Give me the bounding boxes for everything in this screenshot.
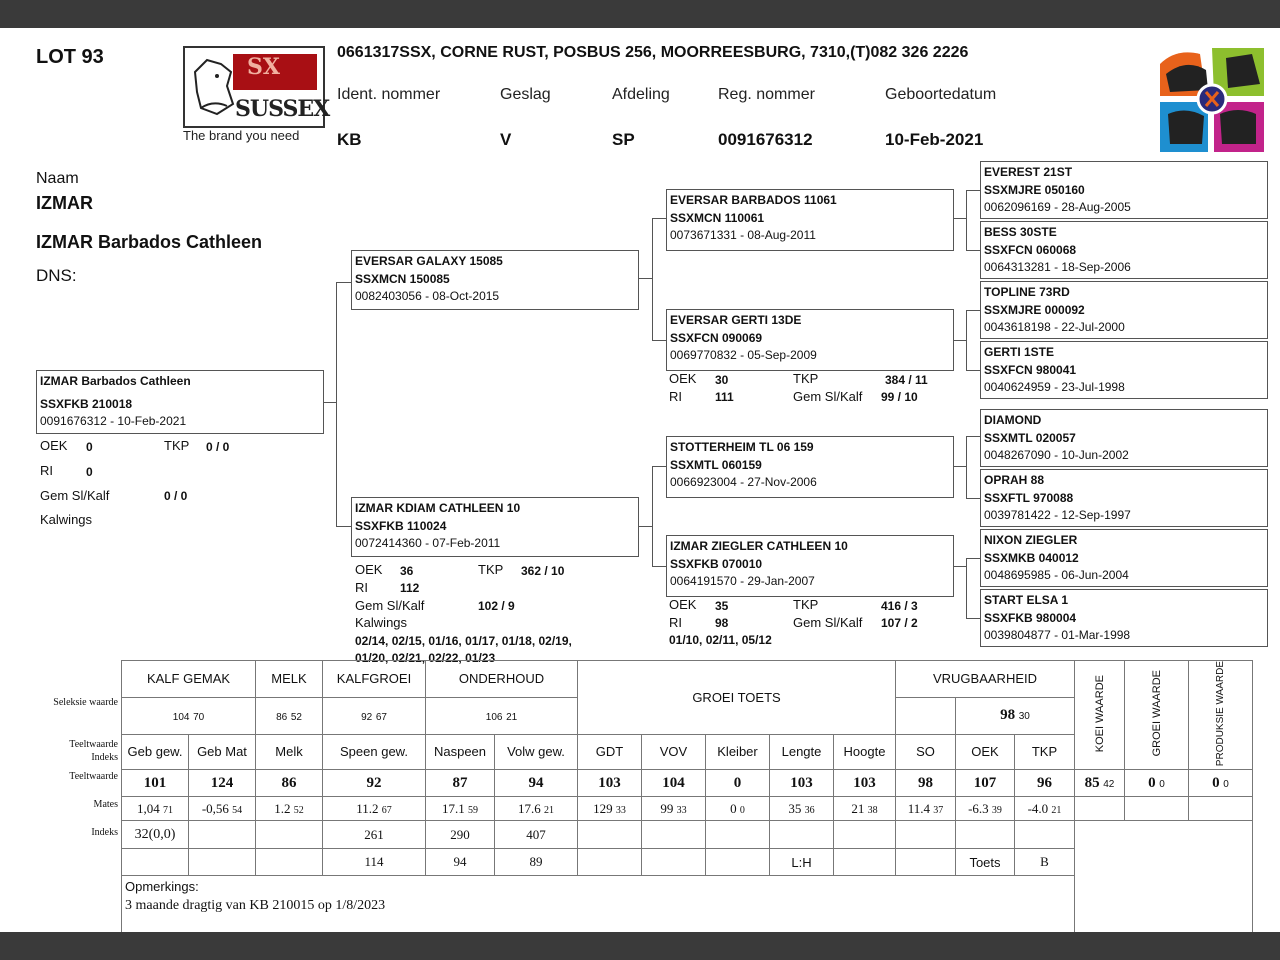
dd-tkp-label: TKP — [793, 597, 819, 612]
subject-ri: 0 — [86, 465, 93, 479]
dd-oek: 35 — [715, 599, 729, 613]
col-header: Volw gew. — [495, 734, 578, 770]
dam-ri-label: RI — [355, 580, 368, 595]
tw-acc: 39 — [991, 804, 1002, 816]
tw-value: 21 — [851, 800, 865, 816]
dam-tkp-label: TKP — [478, 562, 504, 577]
tw-acc: 33 — [676, 804, 687, 816]
pedigree-gg-5 — [980, 409, 1268, 467]
tw-cell — [770, 797, 834, 821]
mates-cell: 261 — [323, 821, 426, 849]
dam-kalwings-1: 02/14, 02/15, 01/16, 01/17, 01/18, 02/19, — [355, 634, 572, 648]
waarde-acc: 0 — [1159, 778, 1165, 790]
sd-code: SSXFCN 090069 — [670, 331, 763, 345]
tw-acc: 21 — [544, 804, 554, 816]
col-header: Geb Mat — [189, 734, 256, 770]
tw-value: 129 — [593, 800, 613, 816]
sire-name: EVERSAR GALAXY 15085 — [355, 254, 503, 268]
mates-cell — [256, 821, 323, 849]
tw-cell — [956, 797, 1015, 821]
waarde-acc: 42 — [1103, 778, 1115, 790]
dd-gem: 107 / 2 — [881, 616, 918, 630]
tw-index-cell: 107 — [956, 770, 1015, 797]
dd-reg: 0064191570 - 29-Jan-2007 — [670, 574, 815, 588]
sd-oek: 30 — [715, 373, 729, 387]
gg-name: DIAMOND — [984, 413, 1042, 427]
gg-reg: 0048267090 - 10-Jun-2002 — [984, 448, 1129, 462]
dam-name: IZMAR KDIAM CATHLEEN 10 — [355, 501, 521, 515]
sel-value: 106 — [485, 712, 503, 724]
tw-acc: 21 — [1051, 804, 1062, 816]
sel-value: 86 — [276, 712, 288, 724]
opmerkings-label: Opmerkings: — [125, 879, 199, 895]
dam-kalwings-2: 01/20, 02/21, 02/22, 01/23 — [355, 651, 496, 665]
sel-acc: 67 — [375, 712, 387, 724]
tw-index-cell: 98 — [896, 770, 956, 797]
viewer-top-bar — [0, 0, 1280, 28]
indeks-cell — [834, 849, 896, 876]
mates-label: Mates — [93, 799, 118, 810]
naam-label: Naam — [36, 170, 79, 187]
tw-cell — [896, 797, 956, 821]
tw-value: 11.4 — [907, 800, 931, 816]
gg-name: OPRAH 88 — [984, 473, 1045, 487]
pedigree-sire-dam — [666, 309, 954, 371]
sd-gem: 99 / 10 — [881, 390, 918, 404]
dam-tkp: 362 / 10 — [521, 564, 565, 578]
indeks-cell — [578, 849, 642, 876]
reg-value: 0091676312 — [718, 130, 813, 149]
birthdate-label: Geboortedatum — [885, 86, 997, 103]
tw-acc: 37 — [933, 804, 944, 816]
dam-gem: 102 / 9 — [478, 599, 515, 613]
mates-cell: 290 — [426, 821, 495, 849]
seleksie-label: Seleksie waarde — [53, 697, 118, 708]
col-header: Naspeen — [426, 734, 495, 770]
tw-value: -4.0 — [1027, 800, 1049, 816]
dam-gem-label: Gem Sl/Kalf — [355, 598, 425, 613]
waarde-value: 0 — [1148, 774, 1156, 791]
gg-name: GERTI 1STE — [984, 345, 1055, 359]
dd-name: IZMAR ZIEGLER CATHLEEN 10 — [670, 539, 848, 553]
tw-value: 17.6 — [518, 800, 541, 816]
animal-name: IZMAR — [36, 193, 93, 213]
seleksie-kalf — [122, 697, 256, 734]
sd-ri: 111 — [715, 390, 734, 404]
tw-cell — [189, 797, 256, 821]
geslag-label: Geslag — [500, 86, 551, 103]
subject-gem: 0 / 0 — [164, 489, 188, 503]
ds-reg: 0066923004 - 27-Nov-2006 — [670, 475, 817, 489]
sire-reg: 0082403056 - 08-Oct-2015 — [355, 289, 500, 303]
col-header: VOV — [642, 734, 706, 770]
dam-reg: 0072414360 - 07-Feb-2011 — [355, 536, 501, 550]
pedigree-dam — [351, 497, 639, 557]
indeks-cell — [642, 849, 706, 876]
logo-word: SUSSEX — [235, 96, 330, 122]
tw-value: 99 — [660, 800, 674, 816]
waarde-value: 85 — [1084, 774, 1100, 791]
subject-tkp: 0 / 0 — [206, 440, 230, 454]
koei-waarde-header — [1075, 661, 1125, 770]
tw-acc: 54 — [232, 804, 243, 816]
indeks-cell: 114 — [323, 849, 426, 876]
subject-reg: 0091676312 - 10-Feb-2021 — [40, 414, 187, 428]
tw-index-cell: 96 — [1015, 770, 1075, 797]
gg-name: START ELSA 1 — [984, 593, 1069, 607]
pedigree-dam-sire — [666, 436, 954, 498]
logo-sx: SX — [247, 54, 280, 80]
tw-acc: 36 — [804, 804, 815, 816]
mates-cell: 407 — [495, 821, 578, 849]
tw-index-cell: 103 — [578, 770, 642, 797]
tw-cell — [426, 797, 495, 821]
group-kalf-gemak: KALF GEMAK — [122, 661, 256, 698]
gg-code: SSXMKB 040012 — [984, 551, 1079, 565]
produksie-waarde-text: PRODUKSIE WAARDE — [1214, 661, 1226, 767]
sel-acc: 30 — [1018, 711, 1030, 723]
tw-index-cell: 104 — [642, 770, 706, 797]
tw-value: -0,56 — [201, 800, 229, 816]
mates-cell: 32(0,0) — [122, 821, 189, 849]
indeks-cell: 94 — [426, 849, 495, 876]
col-header: SO — [896, 734, 956, 770]
gg-code: SSXMJRE 000092 — [984, 303, 1085, 317]
pedigree-gg-6 — [980, 469, 1268, 527]
dam-ri: 112 — [400, 581, 420, 595]
sire-code: SSXMCN 150085 — [355, 272, 450, 286]
col-header: Lengte — [770, 734, 834, 770]
empty-cell — [1189, 797, 1253, 821]
dns-label: DNS: — [36, 266, 77, 285]
tw-index-cell: 0 — [706, 770, 770, 797]
indeks-cell: L:H — [770, 849, 834, 876]
subject-tkp-label: TKP — [164, 438, 190, 453]
subject-oek: 0 — [86, 440, 93, 454]
gg-reg: 0040624959 - 23-Jul-1998 — [984, 380, 1125, 394]
pedigree-dam-dam — [666, 535, 954, 597]
breeder-address: 0661317SSX, CORNE RUST, POSBUS 256, MOORREESBURG, 7310,(T)082 326 2226 — [337, 44, 969, 61]
mates-cell — [189, 821, 256, 849]
seleksie-vrug — [956, 697, 1075, 734]
ds-name: STOTTERHEIM TL 06 159 — [670, 440, 814, 454]
tw-value: 35 — [788, 800, 802, 816]
brand-tagline: The brand you need — [183, 128, 300, 143]
subject-oek-label: OEK — [40, 438, 68, 453]
tw-acc: 52 — [293, 804, 304, 816]
seleksie-kalfgroei — [323, 697, 426, 734]
pedigree-gg-3 — [980, 281, 1268, 339]
subject-gem-label: Gem Sl/Kalf — [40, 488, 110, 503]
tw-acc: 67 — [381, 804, 392, 816]
col-header: Speen gew. — [323, 734, 426, 770]
tw-index-cell: 86 — [256, 770, 323, 797]
viewer-bottom-bar — [0, 932, 1280, 960]
dd-oek-label: OEK — [669, 597, 697, 612]
pedigree-sire — [351, 250, 639, 310]
ds-code: SSXMTL 060159 — [670, 458, 762, 472]
groei-waarde-cell — [1125, 770, 1189, 797]
dam-code: SSXFKB 110024 — [355, 519, 447, 533]
empty-cell — [1075, 797, 1125, 821]
tw-acc: 59 — [468, 804, 478, 816]
geslag-value: V — [500, 130, 512, 149]
sd-tkp-label: TKP — [793, 371, 819, 386]
tw-cell — [578, 797, 642, 821]
afdeling-label: Afdeling — [612, 86, 670, 103]
reg-label: Reg. nommer — [718, 86, 815, 103]
seleksie-melk — [256, 697, 323, 734]
sel-acc: 70 — [193, 712, 205, 724]
group-vrugbaarheid: VRUGBAARHEID — [896, 661, 1075, 698]
gg-code: SSXFCN 060068 — [984, 243, 1077, 257]
indeks-cell: 89 — [495, 849, 578, 876]
tw-value: 1.2 — [274, 800, 291, 816]
pedigree-gg-2 — [980, 221, 1268, 279]
groei-waarde-header — [1125, 661, 1189, 770]
sel-value: 104 — [172, 712, 190, 724]
dd-ri: 98 — [715, 616, 729, 630]
animal-full-name: IZMAR Barbados Cathleen — [36, 232, 263, 252]
birthdate-value: 10-Feb-2021 — [885, 130, 984, 149]
mates-cell — [834, 821, 896, 849]
dd-ri-label: RI — [669, 615, 682, 630]
subject-name: IZMAR Barbados Cathleen — [40, 374, 191, 388]
tw-acc: 71 — [163, 804, 173, 816]
sussex-logo — [183, 46, 330, 128]
sel-acc: 52 — [290, 712, 302, 724]
gg-reg: 0039804877 - 01-Mar-1998 — [984, 628, 1131, 642]
waarde-value: 0 — [1212, 774, 1220, 791]
koei-waarde-text: KOEI WAARDE — [1093, 674, 1106, 753]
opmerkings-text: 3 maande dragtig van KB 210015 op 1/8/2023 — [125, 898, 386, 914]
cow-head-icon — [187, 52, 237, 122]
gg-reg: 0048695985 - 06-Jun-2004 — [984, 568, 1129, 582]
tw-index-cell: 103 — [770, 770, 834, 797]
tw-index-label-2: Indeks — [91, 752, 118, 763]
tw-index-label-1: Teeltwaarde — [69, 739, 118, 750]
gg-name: TOPLINE 73RD — [984, 285, 1070, 299]
produksie-waarde-header — [1189, 661, 1253, 770]
gg-name: NIXON ZIEGLER — [984, 533, 1078, 547]
col-header: TKP — [1015, 734, 1075, 770]
tw-index-cell: 103 — [834, 770, 896, 797]
col-header: OEK — [956, 734, 1015, 770]
tw-index-cell: 124 — [189, 770, 256, 797]
tw-cell — [323, 797, 426, 821]
subject-code: SSXFKB 210018 — [40, 397, 133, 411]
subject-ri-label: RI — [40, 463, 53, 478]
dam-oek-label: OEK — [355, 562, 383, 577]
ss-code: SSXMCN 110061 — [670, 211, 765, 225]
tw-cell — [706, 797, 770, 821]
tw-acc: 38 — [867, 804, 878, 816]
gg-reg: 0043618198 - 22-Jul-2000 — [984, 320, 1125, 334]
ss-name: EVERSAR BARBADOS 11061 — [670, 193, 837, 207]
tw-index-cell: 87 — [426, 770, 495, 797]
mates-cell — [1015, 821, 1075, 849]
empty-cell — [1125, 797, 1189, 821]
sd-oek-label: OEK — [669, 371, 697, 386]
performance-table — [121, 660, 1253, 952]
sd-name: EVERSAR GERTI 13DE — [670, 313, 802, 327]
indeks-cell — [256, 849, 323, 876]
pedigree-gg-8 — [980, 589, 1268, 647]
sd-tkp: 384 / 11 — [885, 373, 928, 387]
waarde-acc: 0 — [1223, 778, 1229, 790]
sd-reg: 0069770832 - 05-Sep-2009 — [670, 348, 817, 362]
gg-code: SSXMJRE 050160 — [984, 183, 1085, 197]
tw-value: 17.1 — [442, 800, 465, 816]
gg-name: BESS 30STE — [984, 225, 1057, 239]
mates-cell — [956, 821, 1015, 849]
indeks-cell: Toets — [956, 849, 1015, 876]
group-groei-toets: GROEI TOETS — [578, 661, 896, 735]
subject-kalwings-label: Kalwings — [40, 512, 93, 527]
tw-value: 11.2 — [356, 800, 379, 816]
dam-kalwings-label: Kalwings — [355, 615, 408, 630]
prod-waarde-cell — [1189, 770, 1253, 797]
tw-acc: 33 — [615, 804, 626, 816]
groei-waarde-text: GROEI WAARDE — [1150, 670, 1163, 757]
col-header: Geb gew. — [122, 734, 189, 770]
tw-cell — [834, 797, 896, 821]
ident-value: KB — [337, 130, 362, 149]
sd-ri-label: RI — [669, 389, 682, 404]
tw-index-cell: 101 — [122, 770, 189, 797]
indeks-cell: B — [1015, 849, 1075, 876]
ident-label: Ident. nommer — [337, 86, 441, 103]
gg-code: SSXMTL 020057 — [984, 431, 1076, 445]
tw-index-cell: 92 — [323, 770, 426, 797]
gg-reg: 0062096169 - 28-Aug-2005 — [984, 200, 1131, 214]
col-header: GDT — [578, 734, 642, 770]
pedigree-gg-1 — [980, 161, 1268, 219]
sel-acc: 21 — [506, 712, 518, 724]
tw-cell — [122, 797, 189, 821]
gg-reg: 0039781422 - 12-Sep-1997 — [984, 508, 1131, 522]
tw-cell — [495, 797, 578, 821]
gg-code: SSXFKB 980004 — [984, 611, 1077, 625]
pedigree-sire-sire — [666, 189, 954, 251]
indeks-cell — [896, 849, 956, 876]
tw-cell — [642, 797, 706, 821]
mates-cell — [642, 821, 706, 849]
group-onderhoud: ONDERHOUD — [426, 661, 578, 698]
tw-index-cell: 94 — [495, 770, 578, 797]
pedigree-gg-7 — [980, 529, 1268, 587]
gg-name: EVEREST 21ST — [984, 165, 1073, 179]
col-header: Melk — [256, 734, 323, 770]
sel-value: 92 — [361, 712, 373, 724]
pedigree-subject — [36, 370, 324, 434]
mates-cell — [770, 821, 834, 849]
tw-value: -6.3 — [968, 800, 989, 816]
dd-gem-label: Gem Sl/Kalf — [793, 615, 863, 630]
col-header: Hoogte — [834, 734, 896, 770]
group-kalfgroei: KALFGROEI — [323, 661, 426, 698]
indeks-cell — [706, 849, 770, 876]
seleksie-so — [896, 697, 956, 734]
tw-value: 0 — [730, 800, 737, 816]
ss-reg: 0073671331 - 08-Aug-2011 — [670, 228, 816, 242]
indeks-cell — [122, 849, 189, 876]
sd-gem-label: Gem Sl/Kalf — [793, 389, 863, 404]
group-melk: MELK — [256, 661, 323, 698]
koei-waarde-cell — [1075, 770, 1125, 797]
mates-cell — [896, 821, 956, 849]
seleksie-onderhoud — [426, 697, 578, 734]
tw-cell — [1015, 797, 1075, 821]
mates-cell — [578, 821, 642, 849]
lot-number: LOT 93 — [36, 46, 104, 68]
gg-code: SSXFTL 970088 — [984, 491, 1074, 505]
dd-code: SSXFKB 070010 — [670, 557, 763, 571]
mates-cell — [706, 821, 770, 849]
gg-reg: 0064313281 - 18-Sep-2006 — [984, 260, 1131, 274]
tw-value: 1,04 — [137, 800, 160, 816]
indeks-label: Indeks — [91, 827, 118, 838]
dd-kalwings: 01/10, 02/11, 05/12 — [669, 633, 772, 647]
col-header: Kleiber — [706, 734, 770, 770]
sel-value: 98 — [1000, 707, 1016, 724]
association-logo-icon — [1156, 44, 1268, 154]
tw-cell — [256, 797, 323, 821]
gg-code: SSXFCN 980041 — [984, 363, 1077, 377]
tw-label: Teeltwaarde — [69, 771, 118, 782]
afdeling-value: SP — [612, 130, 635, 149]
pedigree-gg-4 — [980, 341, 1268, 399]
dam-oek: 36 — [400, 564, 414, 578]
indeks-cell — [189, 849, 256, 876]
dd-tkp: 416 / 3 — [881, 599, 918, 613]
tw-acc: 0 — [739, 804, 745, 816]
